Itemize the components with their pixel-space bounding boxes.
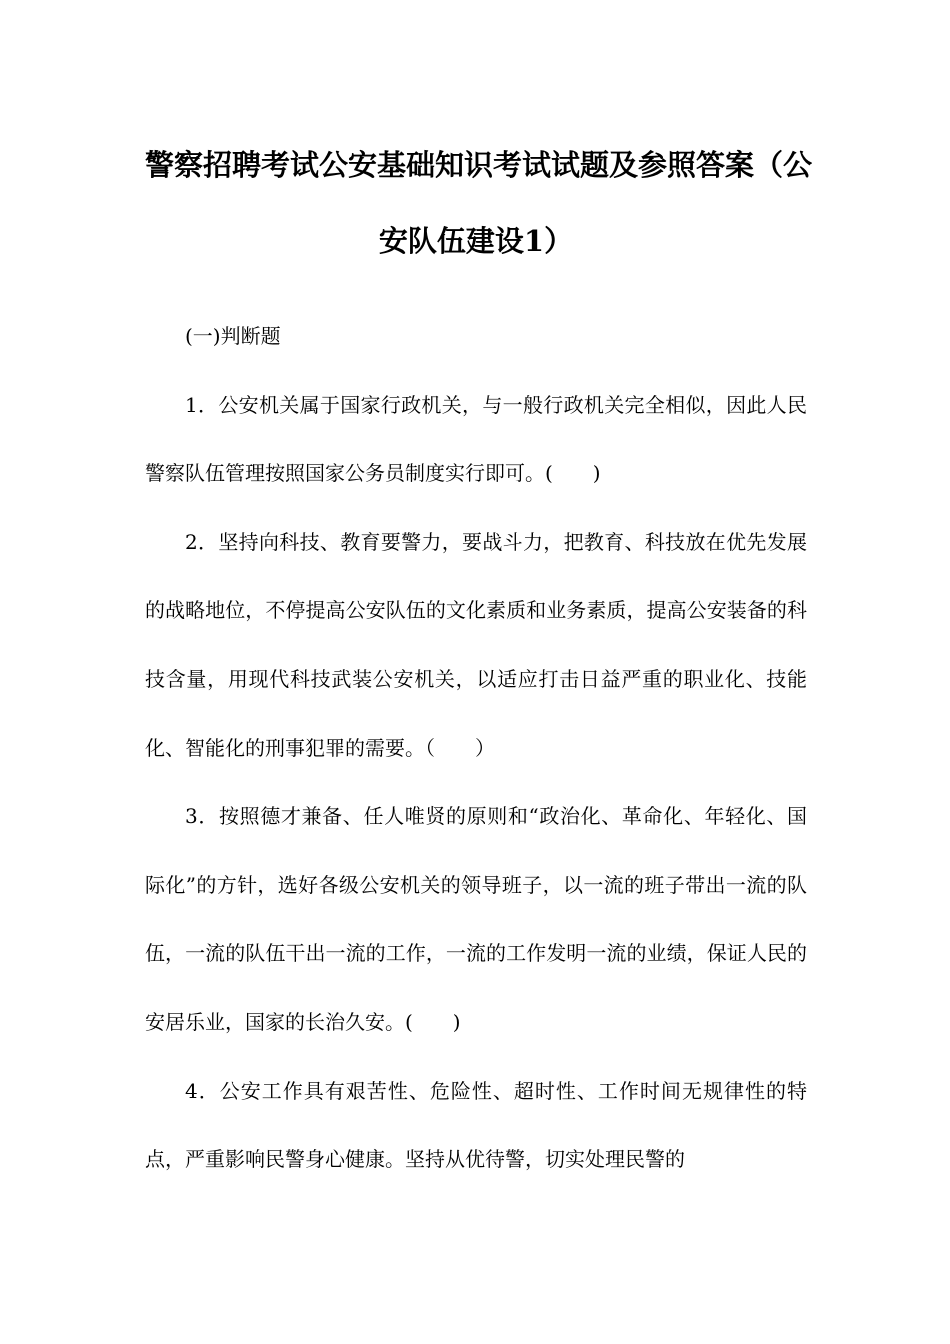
title-line-1: 警察招聘考试公安基础知识考试试题及参照答案（公 <box>145 148 813 182</box>
question-2: 2．坚持向科技、教育要警力，要战斗力，把教育、科技放在优先发展的战略地位，不停提高公安队伍的文化素质和业务素质，提高公安装备的科技含量，用现代科技武装公安机关，以适应打击日益严重的职业化、技能化、智能化的刑事犯罪的需要。（ ） <box>145 529 807 760</box>
title-line-2: 安队伍建设1） <box>378 224 574 258</box>
document-title <box>145 127 813 279</box>
section-heading: (一)判断题 <box>185 324 281 348</box>
question-4: 4．公安工作具有艰苦性、危险性、超时性、工作时间无规律性的特点，严重影响民警身心健康。坚持从优待警，切实处理民警的 <box>145 1078 807 1172</box>
document-body <box>145 302 807 1194</box>
question-3: 3．按照德才兼备、任人唯贤的原则和“政治化、革命化、年轻化、国际化”的方针，选好各级公安机关的领导班子，以一流的班子带出一流的队伍，一流的队伍干出一流的工作，一流的工作发明一流的业绩，保证人民的安居乐业，国家的长治久安。( ) <box>145 804 807 1034</box>
question-1: 1．公安机关属于国家行政机关，与一般行政机关完全相似，因此人民警察队伍管理按照国家公务员制度实行即可。( ) <box>145 392 807 486</box>
